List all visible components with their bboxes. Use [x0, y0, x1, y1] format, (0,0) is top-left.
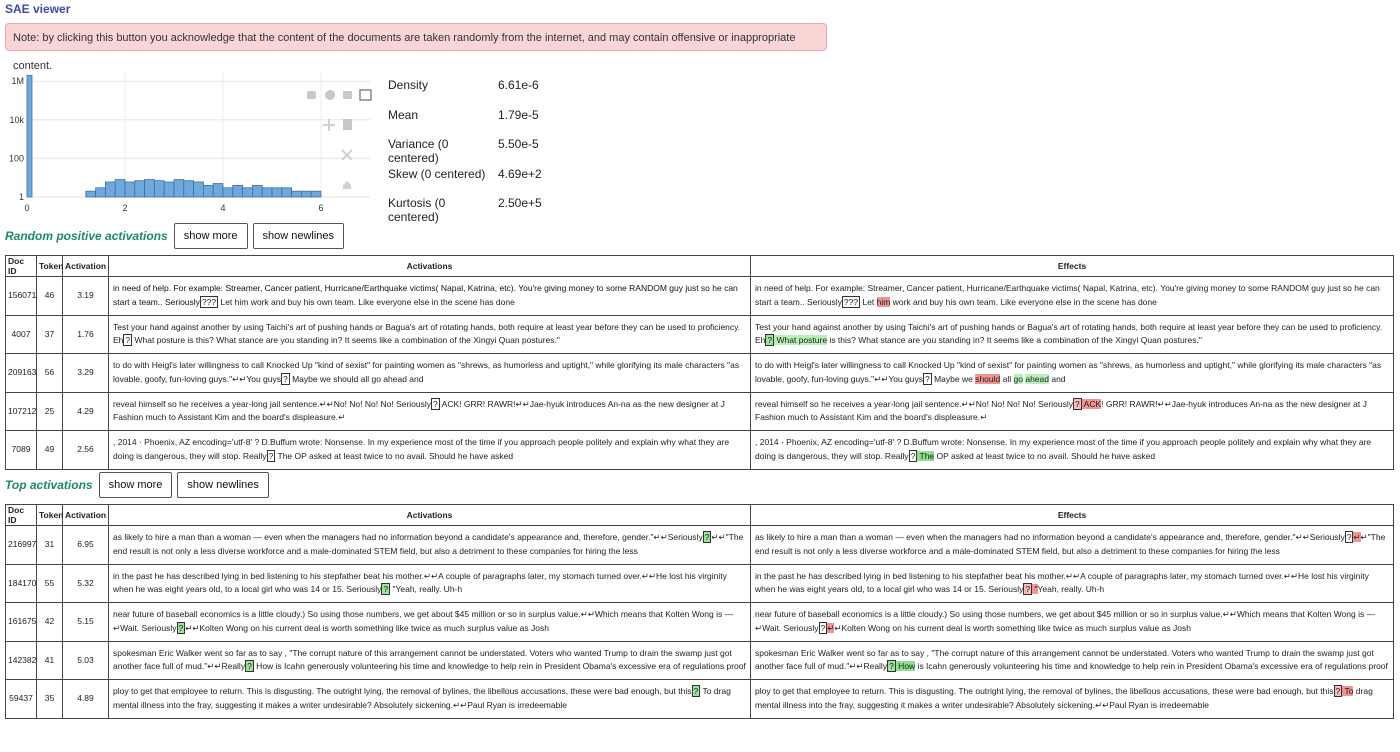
- active-token[interactable]: ?: [820, 622, 826, 633]
- histogram-bar: [125, 182, 135, 197]
- context-after: ACK! GRR! RAWR!↵↵Jae-hyuk introduces An-na as the new designer at J Fashion much to Assistant Kim and the board's displeasure.↵: [113, 398, 725, 423]
- effect-highlight: The: [917, 450, 935, 461]
- col-activation: Activation: [63, 256, 109, 277]
- active-token[interactable]: ?: [1335, 686, 1341, 697]
- histogram-bar: [272, 188, 282, 197]
- content-notice: Note: by clicking this button you acknowledge that the content of the documents are taken randomly from the internet, and may contain offensive or inappropriate content.: [5, 23, 827, 51]
- doc-id-cell: 4007: [6, 315, 37, 354]
- y-tick-label: 1M: [11, 76, 24, 87]
- histogram-bar: [282, 188, 292, 197]
- active-token[interactable]: ?: [889, 661, 894, 672]
- context-before: as likely to hire a man than a woman — even when the managers had no information beyond a candidate's appearance and, therefore, gender."↵↵Seriously: [755, 532, 1345, 543]
- doc-id-cell: 59437: [6, 680, 37, 719]
- y-tick-label: 1: [18, 192, 24, 202]
- effects-context: [751, 431, 1394, 470]
- active-token[interactable]: ???: [201, 296, 217, 307]
- effect-highlight: ": [1032, 584, 1038, 595]
- top-section-title: Top activations: [5, 478, 93, 492]
- table-row: [6, 354, 1394, 393]
- context-after: ↵↵Kolten Wong on his current deal is worth something like twice as much surplus value as Josh: [185, 622, 549, 633]
- top-show-newlines-button[interactable]: show newlines: [177, 472, 269, 498]
- stat-label: Density: [388, 78, 429, 92]
- context-before: near future of baseball economics is a little cloudy.) So using those numbers, we get about $45 million or so in surplus value.↵↵Which means that Kolten Wong is —↵Wait. Seriously: [755, 609, 1376, 633]
- activation-cell: 5.15: [63, 603, 109, 642]
- context-before: , 2014 · Phoenix, AZ encoding='utf-8' ? D.Buffum wrote: Nonsense. In my experience most of the time if you approach people politely and explain why what they are doing is dangerous, they will stop. Really: [113, 437, 730, 461]
- col-activation: Activation: [63, 505, 109, 526]
- context-after: What posture is this? What stance are you standing in? It seems like a combination of the Xingyi Quan postures.": [132, 335, 560, 346]
- activation-context: [109, 641, 751, 680]
- col-effects: Effects: [751, 505, 1394, 526]
- context-before: as likely to hire a man than a woman — even when the managers had no information beyond a candidate's appearance and, therefore, gender."↵↵Seriously: [113, 532, 703, 543]
- col-doc-id: Doc ID: [6, 256, 37, 277]
- context-before: spokesman Eric Walker went so far as to say , "The corrupt nature of this arrangement cannot be understated. Voters who wanted Trump to drain the swamp just got another face full of mud."↵↵Really: [755, 647, 1374, 672]
- token-cell: 31: [37, 526, 63, 565]
- activation-context: [109, 564, 751, 603]
- context-before: ploy to get that employee to return. This is disgusting. The outright lying, the removal of bylines, the libellous accusations, these were bad enough, but this: [113, 686, 692, 697]
- active-token[interactable]: ?: [767, 335, 773, 346]
- table-row: [6, 641, 1394, 680]
- doc-id-cell: 156071: [6, 277, 37, 316]
- effects-context: [751, 354, 1394, 393]
- stat-value: 6.61e-6: [498, 78, 539, 92]
- table-row: [6, 277, 1394, 316]
- table-header-row: [6, 256, 1394, 277]
- context-after: Maybe we: [931, 373, 976, 384]
- chart-modebar[interactable]: [307, 90, 371, 189]
- stat-kurtosis: [388, 196, 578, 226]
- stat-value: 2.50e+5: [498, 196, 542, 210]
- active-token[interactable]: ?: [433, 398, 438, 409]
- doc-id-cell: 142382: [6, 641, 37, 680]
- table-row: [6, 315, 1394, 354]
- token-cell: 49: [37, 431, 63, 470]
- effect-highlight: should: [975, 373, 1001, 384]
- histogram-bar: [213, 184, 223, 197]
- active-token[interactable]: ?: [693, 686, 699, 697]
- table-row: [6, 526, 1394, 565]
- stat-variance: [388, 137, 578, 167]
- effect-highlight: ↵: [1353, 532, 1361, 543]
- context-before: in the past he has described lying in bed listening to his stepfather beat his mother.↵↵A couple of paragraphs later, my stomach turned over.↵↵He lost his virginity when he was eight years old, to a local girl who was 14 or 15. Seriously: [113, 570, 727, 595]
- top-section-header: [5, 471, 274, 499]
- histogram-bar: [154, 181, 164, 197]
- histogram-bar: [194, 182, 204, 197]
- x-tick-label: 0: [24, 203, 30, 213]
- histogram-bar: [115, 180, 125, 197]
- activation-context: [109, 354, 751, 393]
- context-before: reveal himself so he receives a year-long jail sentence.↵↵No! No! No! No! Seriously: [755, 398, 1074, 409]
- activation-context: [109, 603, 751, 642]
- context-after: ↵↵"The end result is not only a less diverse workforce and a male-dominated STEM field, but also a detriment to these companies for hiring the less: [113, 532, 744, 556]
- top-show-more-button[interactable]: show more: [99, 472, 173, 498]
- effects-context: [751, 315, 1394, 354]
- app-title: SAE viewer: [5, 2, 71, 16]
- activation-cell: 1.76: [63, 315, 109, 354]
- token-cell: 42: [37, 603, 63, 642]
- histogram-bar: [145, 180, 155, 197]
- doc-id-cell: 161675: [6, 603, 37, 642]
- context-after: ! GRR! RAWR!↵↵Jae-hyuk introduces An-na as the new designer at J Fashion much to Assistant Kim and the board's displeasure.↵: [755, 398, 1367, 423]
- effect-highlight: ACK: [1081, 398, 1102, 409]
- context-after: and: [1048, 373, 1066, 384]
- stat-mean: [388, 108, 578, 138]
- activation-cell: 4.29: [63, 392, 109, 431]
- histogram-bar: [27, 75, 32, 197]
- stat-value: 1.79e-5: [498, 107, 539, 122]
- context-before: to do with Heigl's later willingness to call Knocked Up "kind of sexist" for painting women as "shrews, as humorless and uptight," while glorifying its male characters "as lovable, goofy, fun-loving guys."↵↵You guys: [113, 360, 740, 384]
- activation-cell: 6.95: [63, 526, 109, 565]
- effects-context: [751, 277, 1394, 316]
- context-before: in need of help. For example: Streamer, Cancer patient, Hurricane/Earthquake victims( Napal, Katrina, etc). You're giving money to some RANDOM guy just so he can start a team.. Seriously: [755, 283, 1380, 307]
- stat-value: 4.69e+2: [498, 166, 542, 181]
- col-activations: Activations: [109, 256, 751, 277]
- histogram-bar: [135, 181, 145, 197]
- histogram-bar: [301, 191, 311, 197]
- context-after: Maybe we should all go ahead and: [289, 373, 424, 384]
- context-after: is Icahn generously volunteering his time and knowledge to help rein in President Obama's excessive era of regulations proof: [915, 661, 1388, 672]
- context-after: Yeah, really. Uh-h: [1037, 584, 1105, 595]
- random-show-more-button[interactable]: show more: [174, 223, 248, 249]
- histogram-bar: [233, 185, 243, 197]
- activation-cell: 3.29: [63, 354, 109, 393]
- context-before: in need of help. For example: Streamer, Cancer patient, Hurricane/Earthquake victims( Napal, Katrina, etc). You're giving money to some RANDOM guy just so he can start a team.. Seriously: [113, 283, 738, 307]
- doc-id-cell: 107212: [6, 392, 37, 431]
- context-after: drag mental illness into the fray, suggesting it makes a writer undesirable? Absolutely sickening.↵↵Paul Ryan is irredeemable: [755, 686, 1373, 710]
- table-header-row: [6, 505, 1394, 526]
- table-row: [6, 680, 1394, 719]
- doc-id-cell: 7089: [6, 431, 37, 470]
- activation-cell: 5.32: [63, 564, 109, 603]
- stat-label: Skew (0 centered): [388, 166, 486, 181]
- doc-id-cell: 216997: [6, 526, 37, 565]
- token-cell: 35: [37, 680, 63, 719]
- top-activations-table: [5, 504, 1394, 719]
- stat-density: [388, 78, 578, 108]
- x-tick-label: 2: [122, 203, 128, 213]
- stat-value: 5.50e-5: [498, 137, 539, 151]
- context-before: ploy to get that employee to return. This is disgusting. The outright lying, the removal of bylines, the libellous accusations, these were bad enough, but this: [755, 686, 1334, 697]
- activation-context: [109, 315, 751, 354]
- activation-cell: 2.56: [63, 431, 109, 470]
- token-cell: 37: [37, 315, 63, 354]
- active-token[interactable]: ?: [1025, 584, 1031, 595]
- random-activations-table: [5, 255, 1394, 470]
- col-token: Token: [37, 256, 63, 277]
- token-cell: 56: [37, 354, 63, 393]
- active-token[interactable]: ?: [283, 373, 288, 384]
- active-token[interactable]: ?: [125, 335, 131, 346]
- histogram-bar: [203, 185, 213, 197]
- col-token: Token: [37, 505, 63, 526]
- x-tick-label: 6: [318, 203, 324, 213]
- histogram-bar: [174, 180, 184, 197]
- activation-context: [109, 431, 751, 470]
- histogram-bar: [105, 182, 115, 197]
- active-token[interactable]: ???: [843, 296, 859, 307]
- histogram-bar: [262, 188, 272, 197]
- active-token[interactable]: ?: [925, 373, 930, 384]
- context-before: Test your hand against another by using Taichi's art of pushing hands or Bagua's art of rotating hands, both require at least year before they can be used to proficiency. Eh: [113, 321, 741, 346]
- stat-label: Mean: [388, 107, 419, 122]
- stat-label: Kurtosis (0 centered): [388, 196, 446, 224]
- col-effects: Effects: [751, 256, 1394, 277]
- context-after: all: [1000, 373, 1014, 384]
- active-token[interactable]: ?: [1075, 398, 1080, 409]
- context-before: , 2014 · Phoenix, AZ encoding='utf-8' ? D.Buffum wrote: Nonsense. In my experience most of the time if you approach people politely and explain why what they are doing is dangerous, they will stop. Really: [755, 437, 1372, 461]
- random-section-title: Random positive activations: [5, 229, 168, 243]
- col-activations: Activations: [109, 505, 751, 526]
- activation-context: [109, 680, 751, 719]
- active-token[interactable]: ?: [247, 661, 252, 672]
- context-before: near future of baseball economics is a little cloudy.) So using those numbers, we get about $45 million or so in surplus value.↵↵Which means that Kolten Wong is —↵Wait. Seriously: [113, 609, 734, 633]
- random-show-newlines-button[interactable]: show newlines: [253, 223, 345, 249]
- active-token[interactable]: ?: [178, 622, 184, 633]
- histogram-bar: [243, 188, 253, 197]
- context-after: work and buy his own team. Like everyone else in the scene has done: [890, 296, 1157, 307]
- context-before: to do with Heigl's later willingness to call Knocked Up "kind of sexist" for painting women as "shrews, as humorless and uptight," while glorifying its male characters "as lovable, goofy, fun-loving guys."↵↵You guys: [755, 360, 1382, 384]
- histogram-bar: [223, 188, 233, 197]
- activation-cell: 4.89: [63, 680, 109, 719]
- activation-context: [109, 526, 751, 565]
- x-tick-label: 4: [220, 203, 226, 213]
- active-token[interactable]: ?: [383, 584, 389, 595]
- context-after: Let him work and buy his own team. Like everyone else in the scene has done: [218, 296, 515, 307]
- effect-highlight: How: [895, 661, 916, 672]
- context-after: The OP asked at least twice to no avail. Should he have asked: [275, 450, 514, 461]
- effects-context: [751, 564, 1394, 603]
- context-before: in the past he has described lying in bed listening to his stepfather beat his mother.↵↵A couple of paragraphs later, my stomach turned over.↵↵He lost his virginity when he was eight years old, to a local girl who was 14 or 15. Seriously: [755, 570, 1369, 595]
- stats-panel: [388, 78, 578, 226]
- histogram-bar: [86, 191, 96, 197]
- doc-id-cell: 209163: [6, 354, 37, 393]
- y-tick-label: 10k: [9, 114, 24, 125]
- effect-highlight: ↵: [827, 622, 835, 633]
- token-cell: 25: [37, 392, 63, 431]
- histogram-bar: [164, 182, 174, 197]
- token-cell: 46: [37, 277, 63, 316]
- activation-context: [109, 277, 751, 316]
- effects-context: [751, 392, 1394, 431]
- context-after: How is Icahn generously volunteering his time and knowledge to help rein in President Obama's excessive era of regulations proof: [253, 661, 746, 672]
- effect-highlight: go: [1013, 373, 1023, 384]
- effects-context: [751, 641, 1394, 680]
- histogram-bar: [184, 181, 194, 197]
- stat-label: Variance (0 centered): [388, 137, 449, 165]
- token-cell: 55: [37, 564, 63, 603]
- col-doc-id: Doc ID: [6, 505, 37, 526]
- active-token[interactable]: ?: [268, 450, 274, 461]
- context-after: "Yeah, really. Uh-h: [390, 584, 463, 595]
- y-tick-label: 100: [8, 153, 24, 164]
- effects-context: [751, 603, 1394, 642]
- histogram-bar: [96, 188, 106, 197]
- histogram-bar: [292, 191, 302, 197]
- effects-context: [751, 680, 1394, 719]
- context-after: Let: [860, 296, 877, 307]
- doc-id-cell: 184170: [6, 564, 37, 603]
- context-before: reveal himself so he receives a year-long jail sentence.↵↵No! No! No! No! Seriously: [113, 398, 432, 409]
- histogram-bar: [252, 185, 262, 197]
- activation-context: [109, 392, 751, 431]
- table-row: [6, 431, 1394, 470]
- effect-highlight: ahead: [1025, 373, 1049, 384]
- context-after: To drag mental illness into the fray, suggesting it makes a writer undesirable? Absolutely sickening.↵↵Paul Ryan is irredeemable: [113, 686, 731, 710]
- table-row: [6, 603, 1394, 642]
- context-after: OP asked at least twice to no avail. Should he have asked: [934, 450, 1156, 461]
- effects-context: [751, 526, 1394, 565]
- active-token[interactable]: ?: [910, 450, 916, 461]
- effect-highlight: him: [876, 296, 891, 307]
- effect-highlight: To: [1342, 686, 1354, 697]
- active-token[interactable]: ?: [1346, 532, 1352, 543]
- activation-histogram: [0, 64, 380, 219]
- context-after: ↵"The end result is not only a less diverse workforce and a male-dominated STEM field, but also a detriment to these companies for hiring the less: [755, 532, 1386, 556]
- context-before: spokesman Eric Walker went so far as to say , "The corrupt nature of this arrangement cannot be understated. Voters who wanted Trump to drain the swamp just got another face full of mud."↵↵Really: [113, 647, 732, 672]
- random-section-header: [5, 222, 349, 250]
- context-after: ↵Kolten Wong on his current deal is worth something like twice as much surplus value as Josh: [834, 622, 1191, 633]
- effect-highlight: What posture: [774, 335, 828, 346]
- table-row: [6, 392, 1394, 431]
- context-after: is this? What stance are you standing in? It seems like a combination of the Xingyi Quan postures.": [827, 335, 1202, 346]
- activation-cell: 5.03: [63, 641, 109, 680]
- table-row: [6, 564, 1394, 603]
- token-cell: 41: [37, 641, 63, 680]
- stat-skew: [388, 167, 578, 197]
- context-before: Test your hand against another by using Taichi's art of pushing hands or Bagua's art of rotating hands, both require at least year before they can be used to proficiency. Eh: [755, 321, 1383, 346]
- histogram-bar: [311, 191, 321, 197]
- active-token[interactable]: ?: [704, 532, 710, 543]
- activation-cell: 3.19: [63, 277, 109, 316]
